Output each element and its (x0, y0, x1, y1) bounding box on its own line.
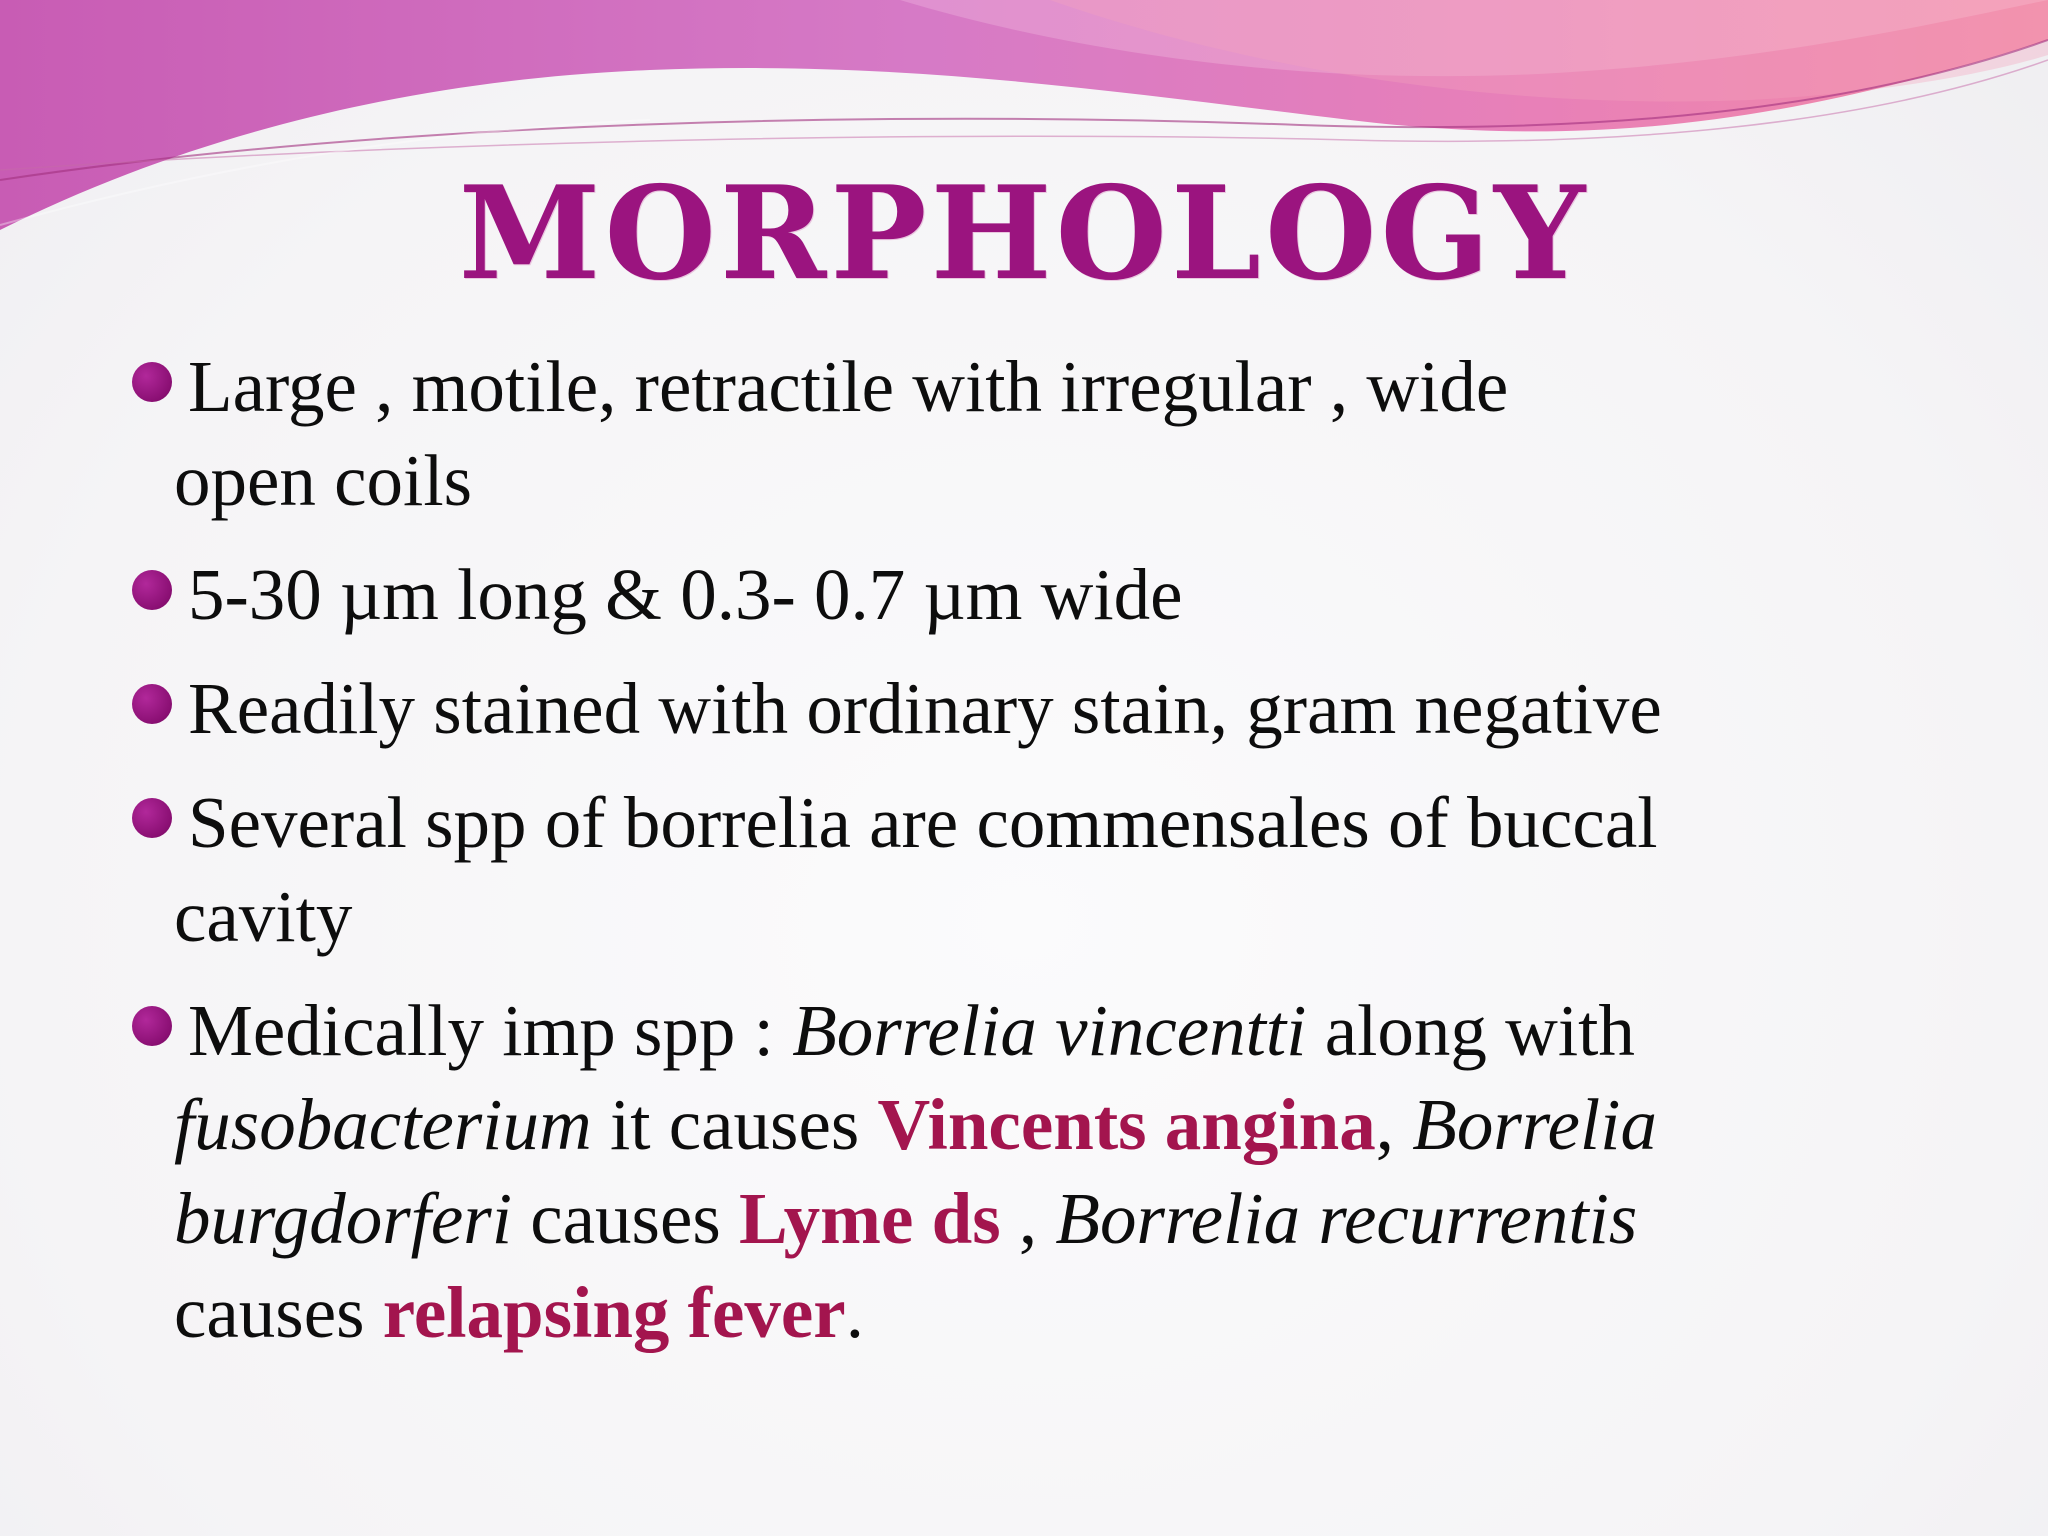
plain-text: it causes (591, 1084, 878, 1165)
species-name: Borrelia vincentti (792, 990, 1307, 1071)
plain-text: causes (174, 1272, 383, 1353)
separator-text: , (1000, 1178, 1056, 1259)
bullet-line-continued (174, 1078, 1920, 1172)
plain-text: causes (511, 1178, 740, 1259)
bullet-text (188, 662, 1920, 756)
genus-name: fusobacterium (174, 1084, 592, 1165)
prefix-text: Medically imp spp : (188, 990, 793, 1071)
bullet-line: Several spp of borrelia are commensales of buccal (188, 782, 1658, 863)
bullet-item (130, 548, 1920, 642)
bullet-item (130, 984, 1920, 1360)
bullet-line: Large , motile, retractile with irregular , wide (188, 346, 1509, 427)
bullet-line: 5-30 µm long & 0.3- 0.7 µm wide (188, 554, 1183, 635)
bullet-dot-icon (132, 684, 172, 724)
species-name: burgdorferi (174, 1178, 512, 1259)
bullet-dot-icon (132, 798, 172, 838)
bullet-list (130, 340, 1920, 1380)
bullet-dot-icon (132, 362, 172, 402)
disease-name: Vincents angina (877, 1084, 1376, 1165)
bullet-line-continued: open coils (174, 440, 473, 521)
bullet-line: Readily stained with ordinary stain, gram negative (188, 668, 1662, 749)
species-name: Borrelia recurrentis (1055, 1178, 1638, 1259)
disease-name: Lyme ds (739, 1178, 1001, 1259)
slide-title: MORPHOLOGY (458, 159, 1590, 309)
bullet-item (130, 662, 1920, 756)
separator-text: , (1375, 1084, 1413, 1165)
disease-name: relapsing fever (382, 1272, 846, 1353)
bullet-line-continued (174, 1266, 1920, 1360)
bullet-text (174, 340, 1920, 528)
bullet-text (188, 548, 1920, 642)
bullet-line-continued: cavity (174, 876, 353, 957)
bullet-dot-icon (132, 570, 172, 610)
bullet-text (174, 776, 1920, 964)
bullet-dot-icon (132, 1006, 172, 1046)
bullet-line (188, 990, 1635, 1071)
bullet-item (130, 340, 1920, 528)
bullet-line-continued (174, 1172, 1920, 1266)
bullet-text (174, 984, 1920, 1360)
plain-text: along with (1306, 990, 1635, 1071)
bullet-item (130, 776, 1920, 964)
species-name: Borrelia (1412, 1084, 1657, 1165)
end-punctuation: . (845, 1272, 864, 1353)
